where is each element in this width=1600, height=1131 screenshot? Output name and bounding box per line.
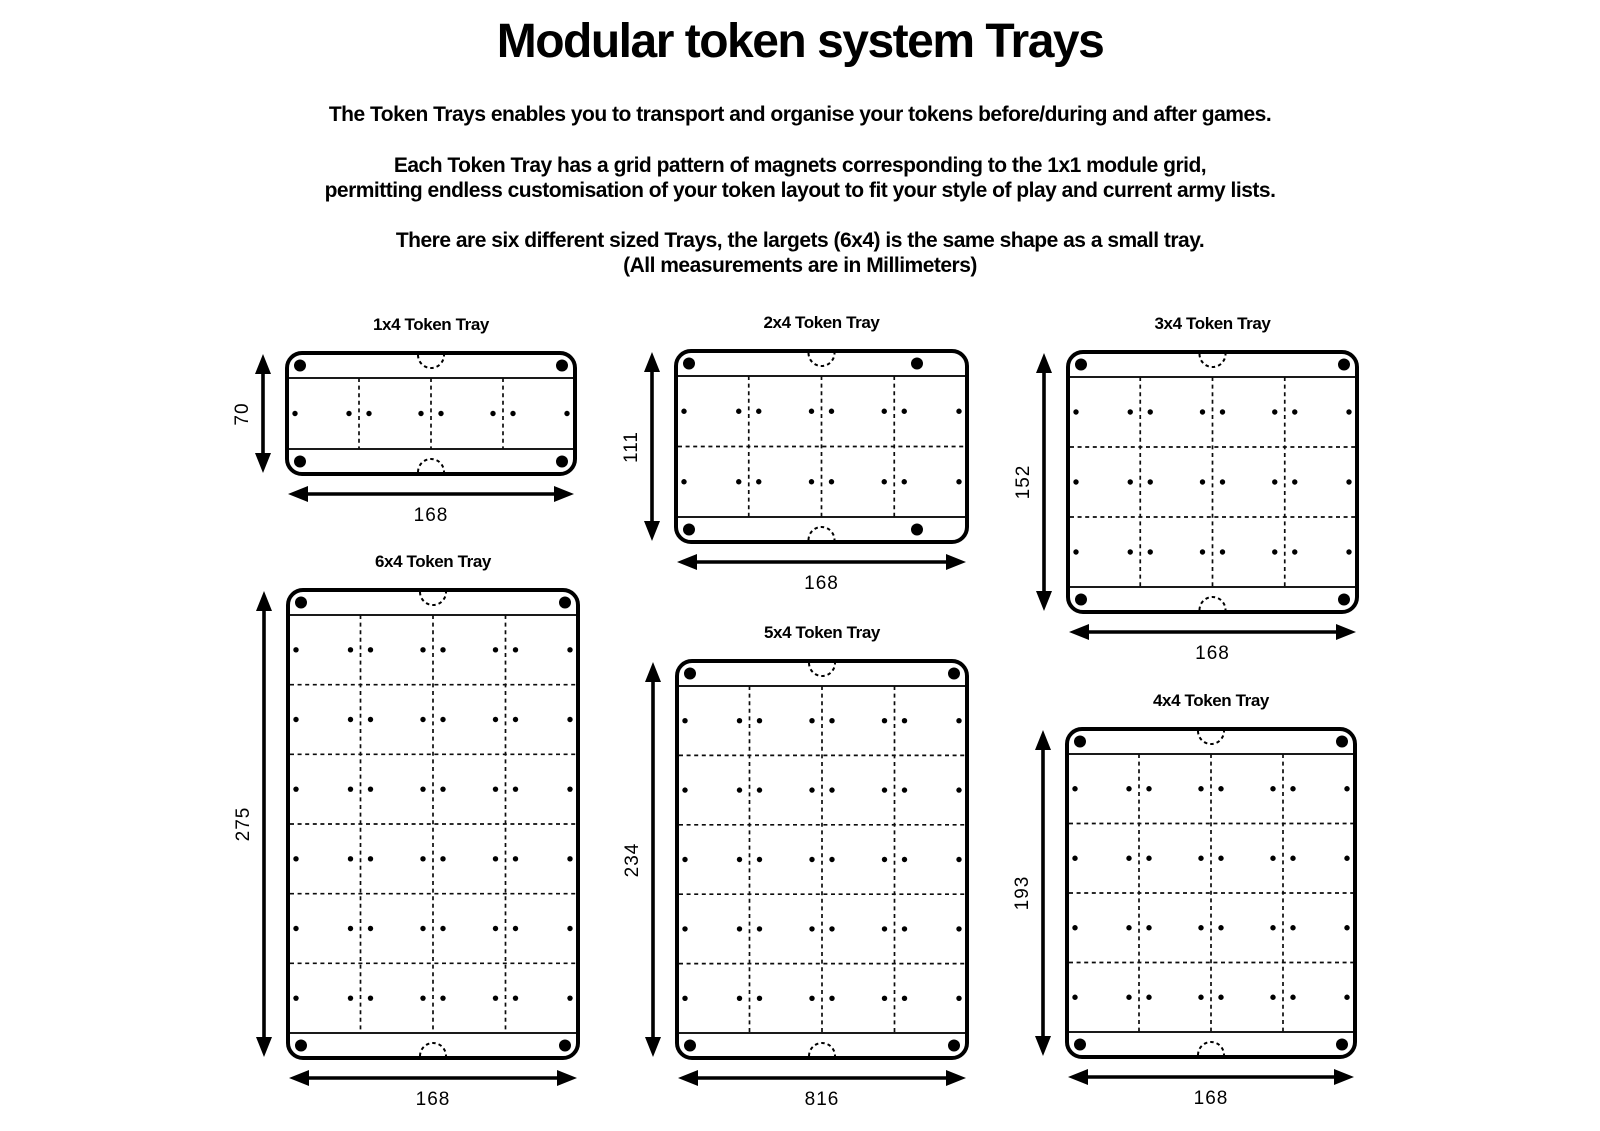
intro-line: The Token Trays enables you to transport and organise your tokens before/during and after games. bbox=[328, 103, 1272, 126]
tray-width-label-1x4: 168 bbox=[413, 505, 449, 526]
height-arrow bbox=[1036, 353, 1052, 611]
tray-figure-1x4 bbox=[207, 308, 590, 536]
tray-width-label-5x4: 816 bbox=[804, 1089, 840, 1110]
tray-figure-5x4 bbox=[597, 616, 982, 1120]
tray-width-label-4x4: 168 bbox=[1193, 1088, 1229, 1109]
tray-height-label-2x4: 111 bbox=[621, 430, 642, 463]
width-arrow bbox=[288, 486, 574, 502]
height-arrow bbox=[255, 354, 271, 473]
description-line-2: permitting endless customisation of your token layout to fit your style of play and current army lists. bbox=[324, 179, 1276, 202]
tray-height-label-6x4: 275 bbox=[233, 806, 254, 842]
description-line-1: Each Token Tray has a grid pattern of magnets corresponding to the 1x1 module grid, bbox=[393, 154, 1207, 177]
tray-figure-2x4 bbox=[596, 306, 982, 604]
sizes-note-line-1: There are six different sized Trays, the largets (6x4) is the same shape as a small tray. bbox=[395, 229, 1205, 252]
tray-figure-6x4 bbox=[208, 545, 593, 1120]
sizes-note-line-2: (All measurements are in Millimeters) bbox=[623, 254, 977, 277]
intro-paragraph bbox=[0, 102, 1600, 127]
tray-title-1x4: 1x4 Token Tray bbox=[373, 315, 489, 334]
tray-title-2x4: 2x4 Token Tray bbox=[763, 313, 880, 332]
tray-figure-4x4 bbox=[987, 684, 1370, 1119]
tray-width-label-6x4: 168 bbox=[415, 1089, 451, 1110]
width-arrow bbox=[1069, 624, 1356, 640]
tray-height-label-4x4: 193 bbox=[1012, 875, 1033, 911]
width-arrow bbox=[1068, 1069, 1354, 1085]
description-paragraph bbox=[0, 153, 1600, 203]
tray-outline bbox=[287, 353, 575, 474]
height-arrow bbox=[644, 352, 660, 541]
tray-height-label-3x4: 152 bbox=[1013, 464, 1034, 500]
tray-drawing-5x4 bbox=[597, 616, 982, 1120]
height-arrow bbox=[1035, 730, 1051, 1056]
tray-height-label-5x4: 234 bbox=[622, 842, 643, 877]
height-arrow bbox=[645, 662, 661, 1057]
width-arrow bbox=[677, 554, 966, 570]
width-arrow bbox=[678, 1070, 966, 1086]
tray-width-label-3x4: 168 bbox=[1195, 643, 1230, 664]
tray-drawing-2x4 bbox=[596, 306, 982, 604]
height-arrow bbox=[256, 591, 272, 1057]
width-arrow bbox=[289, 1070, 577, 1086]
tray-title-4x4: 4x4 Token Tray bbox=[1153, 691, 1269, 710]
tray-height-label-1x4: 70 bbox=[232, 401, 253, 426]
tray-title-3x4: 3x4 Token Tray bbox=[1154, 314, 1271, 333]
page-title: Modular token system Trays bbox=[496, 15, 1104, 68]
tray-drawing-3x4 bbox=[988, 307, 1372, 674]
sizes-note-paragraph bbox=[0, 228, 1600, 278]
tray-outline bbox=[1068, 352, 1357, 612]
tray-width-label-2x4: 168 bbox=[804, 573, 839, 594]
tray-drawing-6x4 bbox=[208, 545, 593, 1120]
tray-title-6x4: 6x4 Token Tray bbox=[375, 552, 491, 571]
tray-title-5x4: 5x4 Token Tray bbox=[764, 623, 880, 642]
tray-figure-3x4 bbox=[988, 307, 1372, 674]
tray-drawing-4x4 bbox=[987, 684, 1370, 1119]
